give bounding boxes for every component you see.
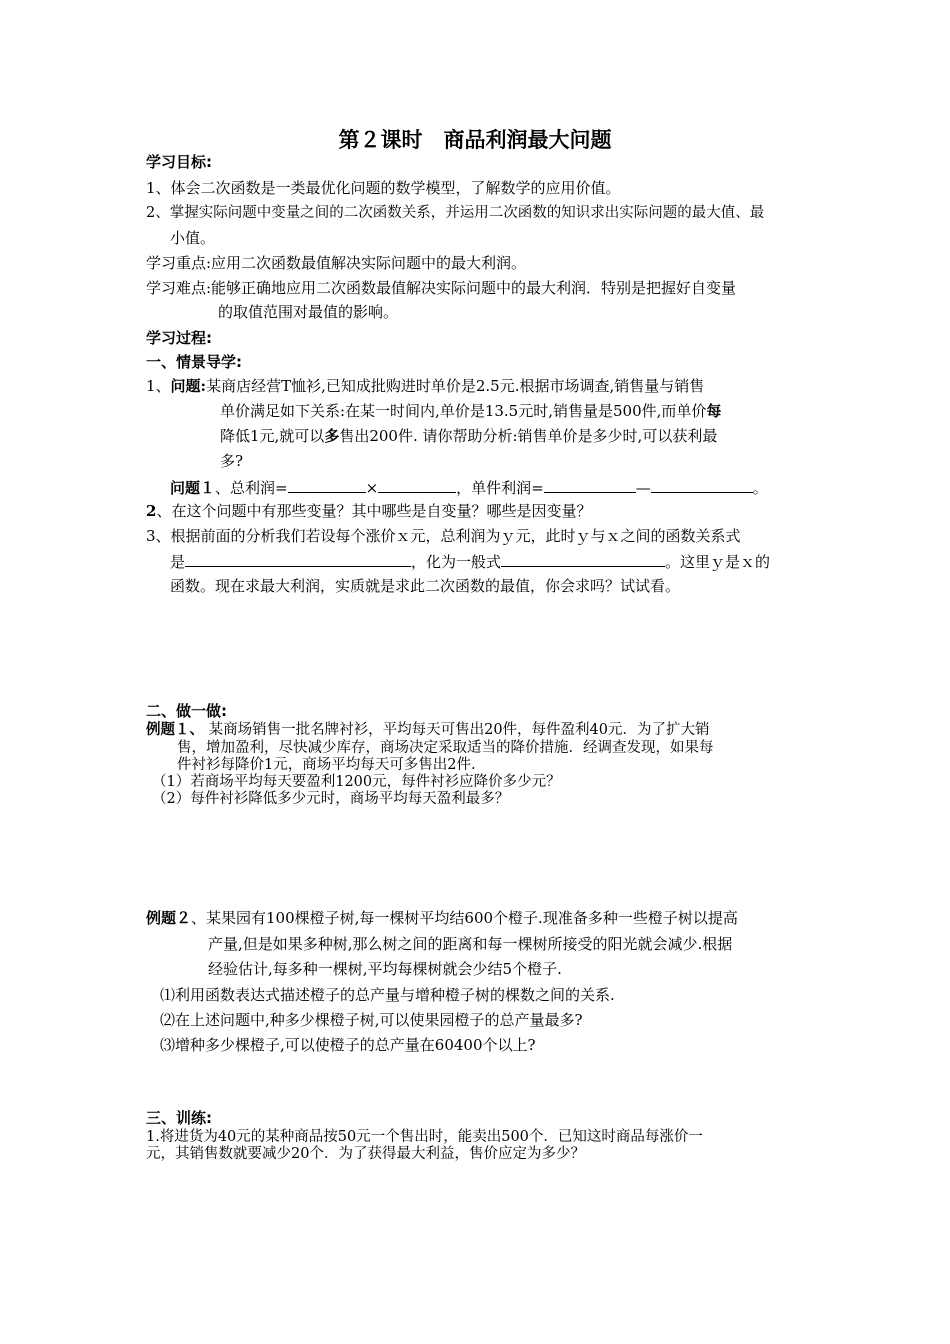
blank-function-expression[interactable] (185, 551, 411, 567)
section-3-heading: 三、训练: (146, 1109, 212, 1127)
question-3-line-2: 是 ，化为一般式 。这里ｙ是ｘ的 (170, 553, 771, 571)
training-1-line-1: 1.将进货为40元的某种商品按50元一个售出时，能卖出500个．已知这时商品每涨价一 (146, 1129, 703, 1145)
problem-line-3: 降低1元,就可以多售出200件. 请你帮助分析:销售单价是多少时,可以获利最 (220, 427, 718, 445)
example-2-line-1: 例题２、某果园有100棵橙子树,每一棵树平均结600个橙子.现准备多种一些橙子树以提高 (146, 909, 738, 927)
problem-label: 问题: (170, 377, 207, 395)
question-3-line-3: 函数。现在求最大利润，实质就是求此二次函数的最值，你会求吗？试试看。 (170, 577, 681, 595)
blank-unit-profit[interactable] (378, 477, 456, 493)
key-point: 学习重点:应用二次函数最值解决实际问题中的最大利润。 (146, 254, 527, 272)
example-2-question-2: ⑵在上述问题中,种多少棵橙子树,可以使果园橙子的总产量最多? (160, 1011, 583, 1029)
example-2-label: 例题２ (146, 909, 192, 927)
section-1-heading: 一、情景导学: (146, 353, 242, 371)
example-2-line-3: 经验估计,每多种一棵树,平均每棵树就会少结5个橙子. (208, 960, 562, 978)
objective-2-line-1: 2、掌握实际问题中变量之间的二次函数关系，并运用二次函数的知识求出实际问题的最大值、最 (146, 205, 765, 221)
training-1-line-2: 元，其销售数就要减少20个．为了获得最大利益，售价应定为多少？ (146, 1146, 585, 1162)
example-2-line-2: 产量,但是如果多种树,那么树之间的距离和每一棵树所接受的阳光就会减少.根据 (208, 935, 733, 953)
blank-cost[interactable] (651, 477, 753, 493)
difficulty-line-1: 学习难点:能够正确地应用二次函数最值解决实际问题中的最大利润．特别是把握好自变量 (146, 279, 737, 297)
blank-general-form[interactable] (501, 551, 665, 567)
objectives-heading: 学习目标: (146, 153, 212, 171)
question-1-label: 问题１ (170, 479, 216, 497)
problem-intro (146, 376, 704, 396)
example-1-line-1: 例题１、 某商场销售一批名牌衬衫，平均每天可售出20件，每件盈利40元．为了扩大销 (146, 721, 710, 738)
difficulty-line-2: 的取值范围对最值的影响。 (218, 303, 399, 321)
bold-mei: 每 (706, 402, 722, 420)
process-heading: 学习过程: (146, 329, 212, 347)
bold-duo: 多 (324, 427, 340, 445)
example-1-line-2: 售，增加盈利，尽快减少库存，商场决定采取适当的降价措施．经调查发现，如果每 (177, 740, 714, 756)
section-2-heading: 二、做一做: (146, 702, 227, 720)
example-1-label: 例题１、 (146, 721, 204, 738)
problem-line-2: 单价满足如下关系:在某一时间内,单价是13.5元时,销售量是500件,而单价每 (220, 402, 722, 420)
objective-2-line-2: 小值。 (170, 229, 216, 247)
question-2: 2、在这个问题中有那些变量？其中哪些是自变量？哪些是因变量？ (146, 502, 592, 520)
blank-price[interactable] (544, 477, 636, 493)
example-2-question-3: ⑶增种多少棵橙子,可以使橙子的总产量在60400个以上? (160, 1036, 536, 1054)
problem-number: 1、 (146, 377, 171, 395)
blank-quantity[interactable] (288, 477, 366, 493)
page-title: 第２课时 商品利润最大问题 (338, 128, 612, 152)
question-3-line-1: 3、根据前面的分析我们若设每个涨价ｘ元，总利润为ｙ元，此时ｙ与ｘ之间的函数关系式 (146, 527, 741, 545)
example-1-question-1: （1）若商场平均每天要盈利1200元，每件衬衫应降价多少元？ (152, 774, 561, 790)
example-1-line-3: 件衬衫每降价1元，商场平均每天可多售出2件. (177, 757, 476, 773)
question-1: 问题１、总利润= × ，单件利润= — 。 (170, 479, 768, 497)
problem-line-4: 多? (220, 452, 244, 470)
problem-line-1: 某商店经营T恤衫,已知成批购进时单价是2.5元.根据市场调查,销售量与销售 (206, 377, 705, 395)
example-1-question-2: （2）每件衬衫降低多少元时，商场平均每天盈利最多？ (152, 791, 510, 807)
objective-1: 1、体会二次函数是一类最优化问题的数学模型，了解数学的应用价值。 (146, 179, 621, 197)
example-2-question-1: ⑴利用函数表达式描述橙子的总产量与增种橙子树的棵数之间的关系. (160, 986, 615, 1004)
